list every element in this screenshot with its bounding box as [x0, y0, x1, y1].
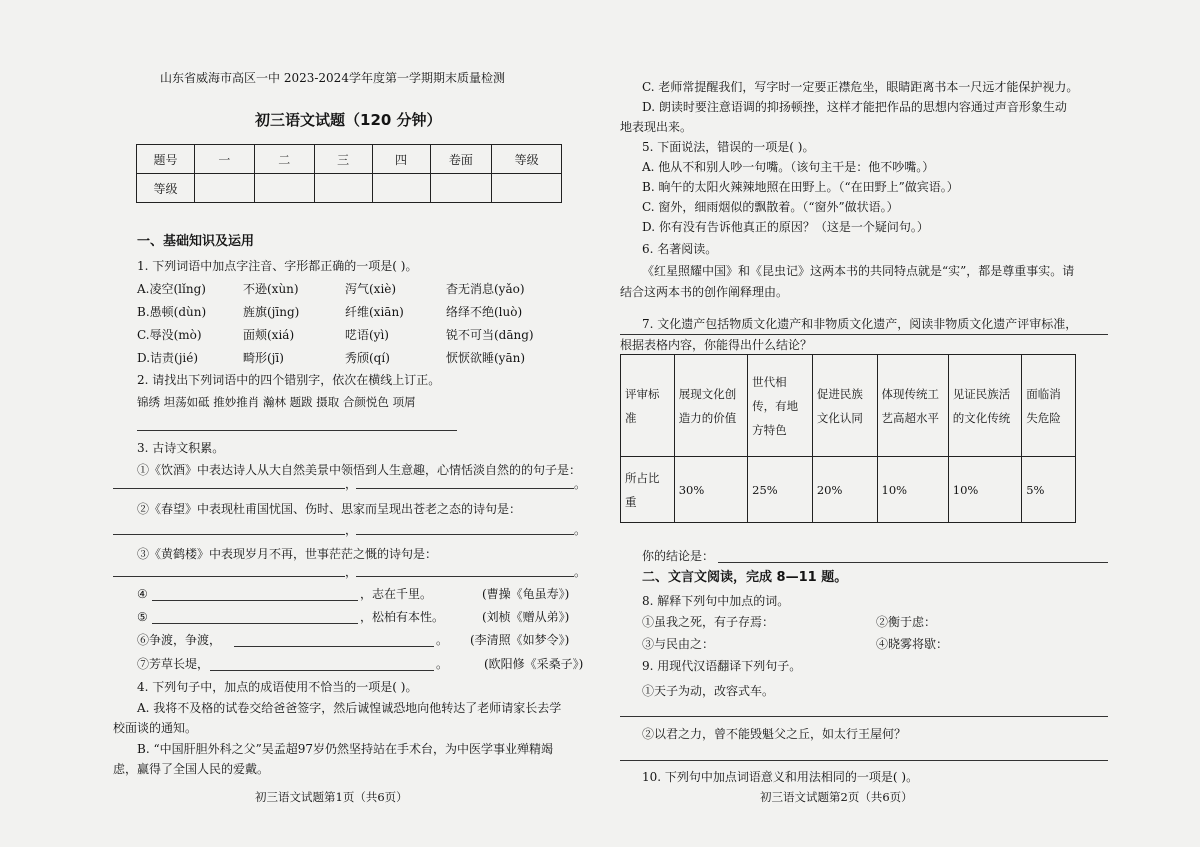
q8-item-2: ②衡于虑： [876, 615, 937, 629]
q6-line2: 结合这两本书的创作阐释理由。 [620, 285, 789, 299]
answer-line[interactable] [356, 488, 574, 489]
q3-item-6: ⑥争渡，争渡， [137, 633, 222, 647]
answer-line[interactable] [152, 623, 358, 624]
q6-line1: 《红星照耀中国》和《昆虫记》这两本书的共同特点就是“实”，都是尊重事实。请 [642, 264, 1075, 278]
answer-line[interactable] [234, 646, 434, 647]
grade-header-cell: 四 [372, 145, 430, 174]
weight-cell: 20% [812, 457, 877, 523]
q4-option-d-line1: D. 朗读时要注意语调的抑扬顿挫，这样才能把作品的思想内容通过声音形象生动 [642, 100, 1067, 114]
q3-item-4: ，志在千里。 [360, 587, 433, 601]
q1-option: 畸形(jī) [243, 351, 284, 365]
heritage-criteria-table [620, 354, 1076, 523]
criteria-cell: 世代相传，有地方特色 [748, 355, 813, 457]
q4-option-a-line2: 校面谈的通知。 [113, 721, 198, 735]
q4-option-c: C. 老师常提醒我们，写字时一定要正襟危坐，眼睛距离书本一尺远才能保护视力。 [642, 80, 1079, 94]
paper-title: 初三语文试题（120 分钟） [255, 111, 442, 129]
q9-item-1: ①天子为动，改容式车。 [642, 684, 775, 698]
answer-line[interactable] [210, 670, 434, 671]
weight-cell: 10% [948, 457, 1021, 523]
q4-option-b-line1: B. “中国肝胆外科之父”吴孟超97岁仍然坚持站在手术台，为中医学事业殚精竭 [137, 742, 553, 756]
q5-option-c: C. 窗外，细雨烟似的飘散着。（“窗外”做状语。） [642, 200, 899, 214]
q3-item-4-source: (曹操《龟虽寿》) [482, 587, 570, 601]
q1-option: 呓语(yì) [345, 328, 389, 342]
grade-table-score-row [137, 174, 562, 203]
q5-option-b: B. 晌午的太阳火辣辣地照在田野上。（“在田野上”做宾语。） [642, 180, 959, 194]
q7-conclusion-label: 你的结论是： [642, 549, 715, 563]
section-2-heading: 二、文言文阅读，完成 8—11 题。 [642, 570, 848, 585]
q8-item-1: ①虽我之死，有子存焉： [642, 615, 775, 629]
q4-option-b-line2: 虑，赢得了全国人民的爱戴。 [113, 762, 270, 776]
q3-item-3: ③《黄鹤楼》中表现岁月不再，世事茫茫之慨的诗句是： [137, 547, 438, 561]
q6-stem: 6. 名著阅读。 [642, 242, 718, 256]
comma: ， [345, 565, 358, 579]
q1-option: 不逊(xùn) [243, 282, 299, 296]
page-right [600, 0, 1200, 847]
period: 。 [436, 633, 449, 647]
q1-stem: 1. 下列词语中加点字注音、字形都正确的一项是( )。 [137, 259, 418, 273]
section-1-heading: 一、基础知识及运用 [137, 234, 255, 249]
q3-item-2: ②《春望》中表现杜甫国忧国、伤时、思家而呈现出苍老之态的诗句是： [137, 502, 522, 516]
period: 。 [436, 657, 449, 671]
q4-option-a-line1: A. 我将不及格的试卷交给爸爸签字，然后诚惶诚恐地向他转达了老师请家长去学 [137, 701, 562, 715]
criteria-cell: 促进民族文化认同 [812, 355, 877, 457]
answer-line[interactable] [620, 716, 1108, 717]
answer-line[interactable] [137, 430, 457, 431]
q3-item-1: ①《饮酒》中表达诗人从大自然美景中领悟到人生意趣，心情恬淡自然的的句子是： [137, 463, 582, 477]
q1-option: 旌旗(jīng) [243, 305, 300, 319]
criteria-cell: 见证民族活的文化传统 [948, 355, 1021, 457]
score-cell[interactable] [430, 174, 492, 203]
q1-option: D.诘责(jié) [137, 351, 199, 365]
q1-option: C.辱没(mò) [137, 328, 202, 342]
answer-line[interactable] [113, 534, 345, 535]
answer-line[interactable] [620, 760, 1108, 761]
q8-item-3: ③与民由之： [642, 637, 715, 651]
period: 。 [574, 477, 587, 491]
q7-line2: 根据表格内容，你能得出什么结论？ [620, 338, 813, 352]
row-label-weight: 所占比重 [621, 457, 675, 523]
grade-table [136, 144, 562, 203]
criteria-cell: 展现文化创造力的价值 [674, 355, 747, 457]
q1-option: 锐不可当(dāng) [446, 328, 534, 342]
comma: ， [345, 477, 358, 491]
q9-stem: 9. 用现代汉语翻译下列句子。 [642, 659, 802, 673]
q8-stem: 8. 解释下列句中加点的词。 [642, 594, 790, 608]
answer-line[interactable] [620, 334, 1108, 335]
answer-line[interactable] [113, 576, 345, 577]
grade-header-cell: 三 [314, 145, 372, 174]
weight-cell: 5% [1022, 457, 1076, 523]
answer-line[interactable] [152, 600, 358, 601]
comma: ， [345, 523, 358, 537]
q5-option-a: A. 他从不和别人吵一句嘴。（该句主干是：他不吵嘴。） [642, 160, 935, 174]
q3-item-7: ⑦芳草长堤， [137, 657, 210, 671]
q3-item-6-source: (李清照《如梦令》) [470, 633, 570, 647]
q3-item-7-source: (欧阳修《采桑子》) [484, 657, 584, 671]
q1-option: 恹恹欲睡(yān) [446, 351, 526, 365]
criteria-cell: 面临消失危险 [1022, 355, 1076, 457]
grade-header-cell: 卷面 [430, 145, 492, 174]
weight-cell: 25% [748, 457, 813, 523]
q3-stem: 3. 古诗文积累。 [137, 441, 225, 455]
q1-option: 络绎不绝(luò) [446, 305, 523, 319]
answer-line[interactable] [718, 562, 1108, 563]
score-cell[interactable] [372, 174, 430, 203]
grade-table-header-row [137, 145, 562, 174]
score-cell[interactable] [194, 174, 254, 203]
q1-option: A.凌空(lǐng) [137, 282, 206, 296]
table-row [621, 457, 1076, 523]
grade-header-cell: 二 [254, 145, 314, 174]
q9-item-2: ②以君之力，曾不能毁魁父之丘，如太行王屋何？ [642, 727, 907, 741]
q3-item-4-number: ④ [137, 587, 148, 601]
exam-title: 山东省威海市高区一中 2023-2024学年度第一学期期末质量检测 [160, 71, 505, 85]
q7-line1: 7. 文化遗产包括物质文化遗产和非物质文化遗产，阅读非物质文化遗产评审标准， [642, 317, 1078, 331]
score-cell[interactable] [492, 174, 562, 203]
q1-option: 秀颀(qí) [345, 351, 390, 365]
q2-stem: 2. 请找出下列词语中的四个错别字，依次在横线上订正。 [137, 373, 441, 387]
grade-row-label: 等级 [137, 174, 195, 203]
q4-option-d-line2: 地表现出来。 [620, 120, 693, 134]
q1-option: 纤维(xiān) [345, 305, 404, 319]
answer-line[interactable] [356, 534, 574, 535]
q8-item-4: ④晓雾将歇： [876, 637, 949, 651]
q1-option: 杳无消息(yǎo) [446, 282, 525, 296]
q5-option-d: D. 你有没有告诉他真正的原因？（这是一个疑问句。） [642, 220, 929, 234]
page-footer: 初三语文试题第1页（共6页） [255, 790, 408, 804]
criteria-cell: 体现传统工艺高超水平 [877, 355, 948, 457]
page-footer: 初三语文试题第2页（共6页） [760, 790, 913, 804]
q10-stem: 10. 下列句中加点词语意义和用法相同的一项是( )。 [642, 770, 919, 784]
q3-item-5: ，松柏有本性。 [360, 610, 445, 624]
table-row [621, 355, 1076, 457]
answer-line[interactable] [356, 576, 574, 577]
weight-cell: 10% [877, 457, 948, 523]
q2-words: 锦绣 坦荡如砥 推妙推肖 瀚林 题跋 摄取 合颜悦色 项屑 [137, 395, 416, 409]
grade-header-cell: 一 [194, 145, 254, 174]
q1-option: 面颊(xiá) [243, 328, 295, 342]
weight-cell: 30% [674, 457, 747, 523]
period: 。 [574, 523, 587, 537]
q3-item-5-number: ⑤ [137, 610, 148, 624]
period: 。 [574, 565, 587, 579]
row-label-criteria: 评审标准 [621, 355, 675, 457]
q3-item-5-source: (刘桢《赠从弟》) [482, 610, 570, 624]
q4-stem: 4. 下列句子中，加点的成语使用不恰当的一项是( )。 [137, 680, 418, 694]
grade-header-cell: 等级 [492, 145, 562, 174]
answer-line[interactable] [113, 488, 345, 489]
score-cell[interactable] [314, 174, 372, 203]
grade-header-cell: 题号 [137, 145, 195, 174]
q1-option: B.愚顿(dùn) [137, 305, 207, 319]
q5-stem: 5. 下面说法，错误的一项是( )。 [642, 140, 815, 154]
score-cell[interactable] [254, 174, 314, 203]
q1-option: 泻气(xiè) [345, 282, 397, 296]
